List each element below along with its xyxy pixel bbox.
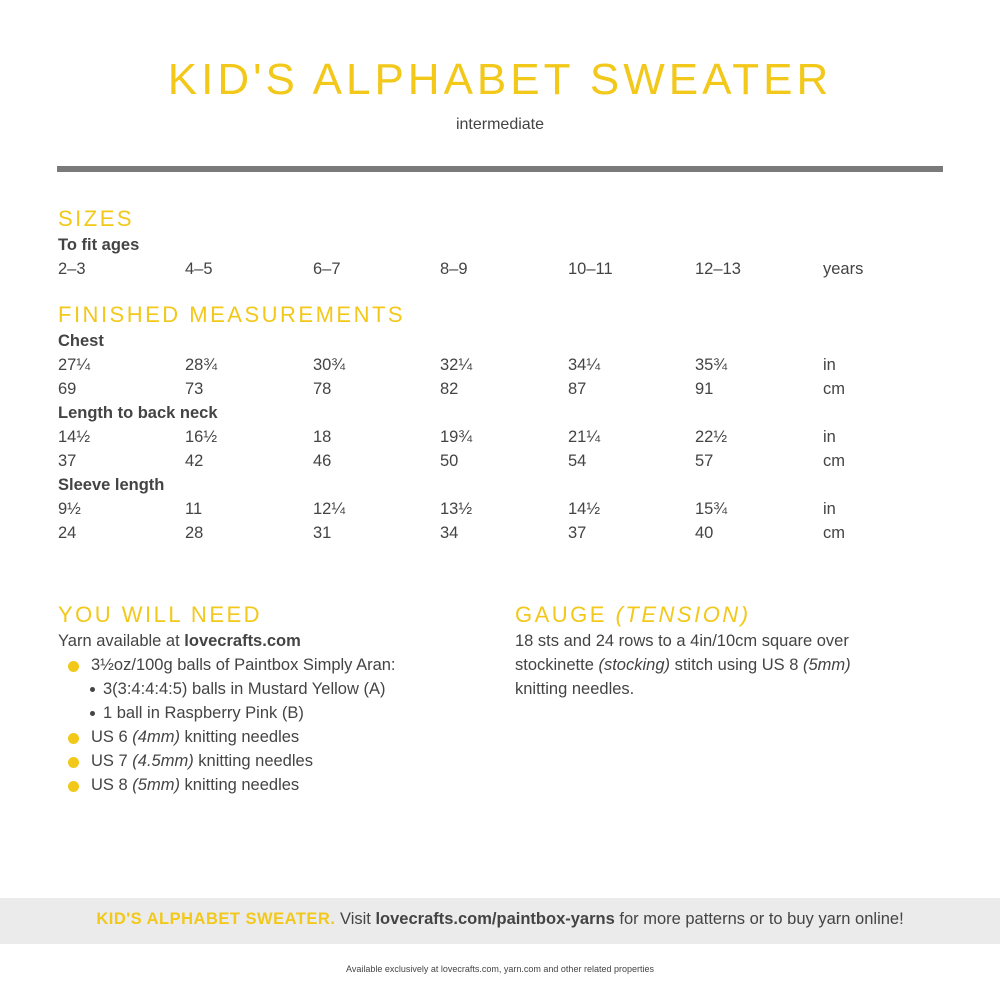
measure-cell: 87 [568, 380, 587, 398]
chest-cm-row [58, 380, 958, 404]
bullet-dot-icon [68, 733, 79, 744]
needle-us8 [91, 776, 299, 795]
gauge-text-alt: (5mm) [802, 656, 851, 674]
measure-cell: 32¼ [440, 356, 473, 374]
sleeve-cm-row [58, 524, 958, 548]
measure-cell: 19¾ [440, 428, 473, 446]
gauge-text: stitch using US 8 [670, 656, 803, 674]
gauge-heading-main: GAUGE [515, 602, 616, 627]
measure-cell: 69 [58, 380, 77, 398]
age-cell: 6–7 [313, 260, 341, 278]
yarn-availability [58, 632, 301, 651]
age-cell: 12–13 [695, 260, 741, 278]
header-divider [57, 166, 943, 172]
needle-metric: (4mm) [132, 728, 180, 746]
measure-cell: 73 [185, 380, 204, 398]
needle-size: US 8 [91, 776, 133, 794]
measure-cell: 24 [58, 524, 77, 542]
age-cell: 4–5 [185, 260, 213, 278]
measure-cell: 57 [695, 452, 714, 470]
gauge-heading-alt: (TENSION) [615, 602, 751, 627]
measure-cell: 22½ [695, 428, 728, 446]
measure-cell: 91 [695, 380, 714, 398]
needle-us7 [91, 752, 313, 771]
measure-cell: 34¼ [568, 356, 601, 374]
unit-cell: in [823, 500, 836, 518]
yarn-color-b: 1 ball in Raspberry Pink (B) [103, 704, 304, 722]
needle-size: US 7 [91, 752, 133, 770]
footer-brand: KID'S ALPHABET SWEATER. [96, 910, 336, 928]
gauge-text-alt: (stocking) [598, 656, 670, 674]
measure-cell: 46 [313, 452, 332, 470]
measure-cell: 37 [58, 452, 77, 470]
bullet-dot-icon [68, 757, 79, 768]
gauge-heading [515, 602, 751, 628]
bullet-dot-icon [68, 661, 79, 672]
yarn-item: 3½oz/100g balls of Paintbox Simply Aran: [91, 656, 396, 674]
needle-size: US 6 [91, 728, 133, 746]
needle-text: knitting needles [179, 728, 300, 746]
sleeve-label: Sleeve length [58, 476, 165, 494]
gauge-line-2 [515, 656, 851, 675]
measure-cell: 78 [313, 380, 332, 398]
footer-link[interactable]: lovecrafts.com/paintbox-yarns [375, 910, 615, 928]
age-cell: 8–9 [440, 260, 468, 278]
unit-cell: in [823, 428, 836, 446]
gauge-line-3: knitting needles. [515, 680, 635, 698]
age-cell: 10–11 [568, 260, 613, 278]
measure-cell: 27¼ [58, 356, 91, 374]
sizes-subheading: To fit ages [58, 236, 140, 254]
sizes-heading: SIZES [58, 206, 135, 231]
needle-metric: (5mm) [132, 776, 180, 794]
bullet-icon [90, 687, 95, 692]
bullet-dot-icon [68, 781, 79, 792]
footer-rest: for more patterns or to buy yarn online! [614, 910, 904, 928]
measure-cell: 21¼ [568, 428, 601, 446]
sleeve-in-row [58, 500, 958, 524]
unit-cell: in [823, 356, 836, 374]
measure-cell: 40 [695, 524, 714, 542]
measure-cell: 12¼ [313, 500, 346, 518]
measure-cell: 13½ [440, 500, 473, 518]
measure-cell: 82 [440, 380, 459, 398]
difficulty-label: intermediate [455, 116, 545, 133]
measure-cell: 14½ [568, 500, 601, 518]
page-title: KID'S ALPHABET SWEATER [167, 55, 833, 104]
measure-cell: 42 [185, 452, 204, 470]
measure-cell: 28 [185, 524, 204, 542]
measure-cell: 54 [568, 452, 587, 470]
measure-cell: 34 [440, 524, 459, 542]
length-cm-row [58, 452, 958, 476]
chest-label: Chest [58, 332, 104, 350]
needle-text: knitting needles [193, 752, 313, 770]
measure-cell: 35¾ [695, 356, 728, 374]
measure-cell: 15¾ [695, 500, 728, 518]
gauge-line-1: 18 sts and 24 rows to a 4in/10cm square over [515, 632, 849, 650]
needle-us6 [91, 728, 299, 747]
unit-cell: years [823, 260, 864, 278]
measure-cell: 50 [440, 452, 459, 470]
measure-cell: 30¾ [313, 356, 346, 374]
fine-print: Available exclusively at lovecrafts.com, yarn.com and other related properties [346, 964, 654, 974]
measure-cell: 31 [313, 524, 332, 542]
measure-cell: 14½ [58, 428, 91, 446]
yarn-prefix: Yarn available at [58, 632, 185, 650]
unit-cell: cm [823, 524, 845, 542]
unit-cell: cm [823, 380, 845, 398]
yarn-link[interactable]: lovecrafts.com [184, 632, 301, 650]
yarn-color-a: 3(3:4:4:4:5) balls in Mustard Yellow (A) [103, 680, 386, 698]
measure-cell: 37 [568, 524, 587, 542]
length-in-row [58, 428, 958, 452]
needle-metric: (4.5mm) [132, 752, 194, 770]
footer-text [0, 910, 1000, 929]
gauge-text: stockinette [515, 656, 599, 674]
measure-cell: 16½ [185, 428, 218, 446]
measure-cell: 18 [313, 428, 332, 446]
measurements-heading: FINISHED MEASUREMENTS [58, 302, 406, 327]
chest-in-row [58, 356, 958, 380]
measure-cell: 9½ [58, 500, 81, 518]
unit-cell: cm [823, 452, 845, 470]
footer-visit: Visit [335, 910, 376, 928]
you-will-need-heading: YOU WILL NEED [58, 602, 263, 627]
bullet-icon [90, 711, 95, 716]
needle-text: knitting needles [179, 776, 300, 794]
measure-cell: 28¾ [185, 356, 218, 374]
age-cell: 2–3 [58, 260, 86, 278]
length-label: Length to back neck [58, 404, 218, 422]
ages-row [58, 260, 958, 284]
measure-cell: 11 [185, 500, 203, 518]
